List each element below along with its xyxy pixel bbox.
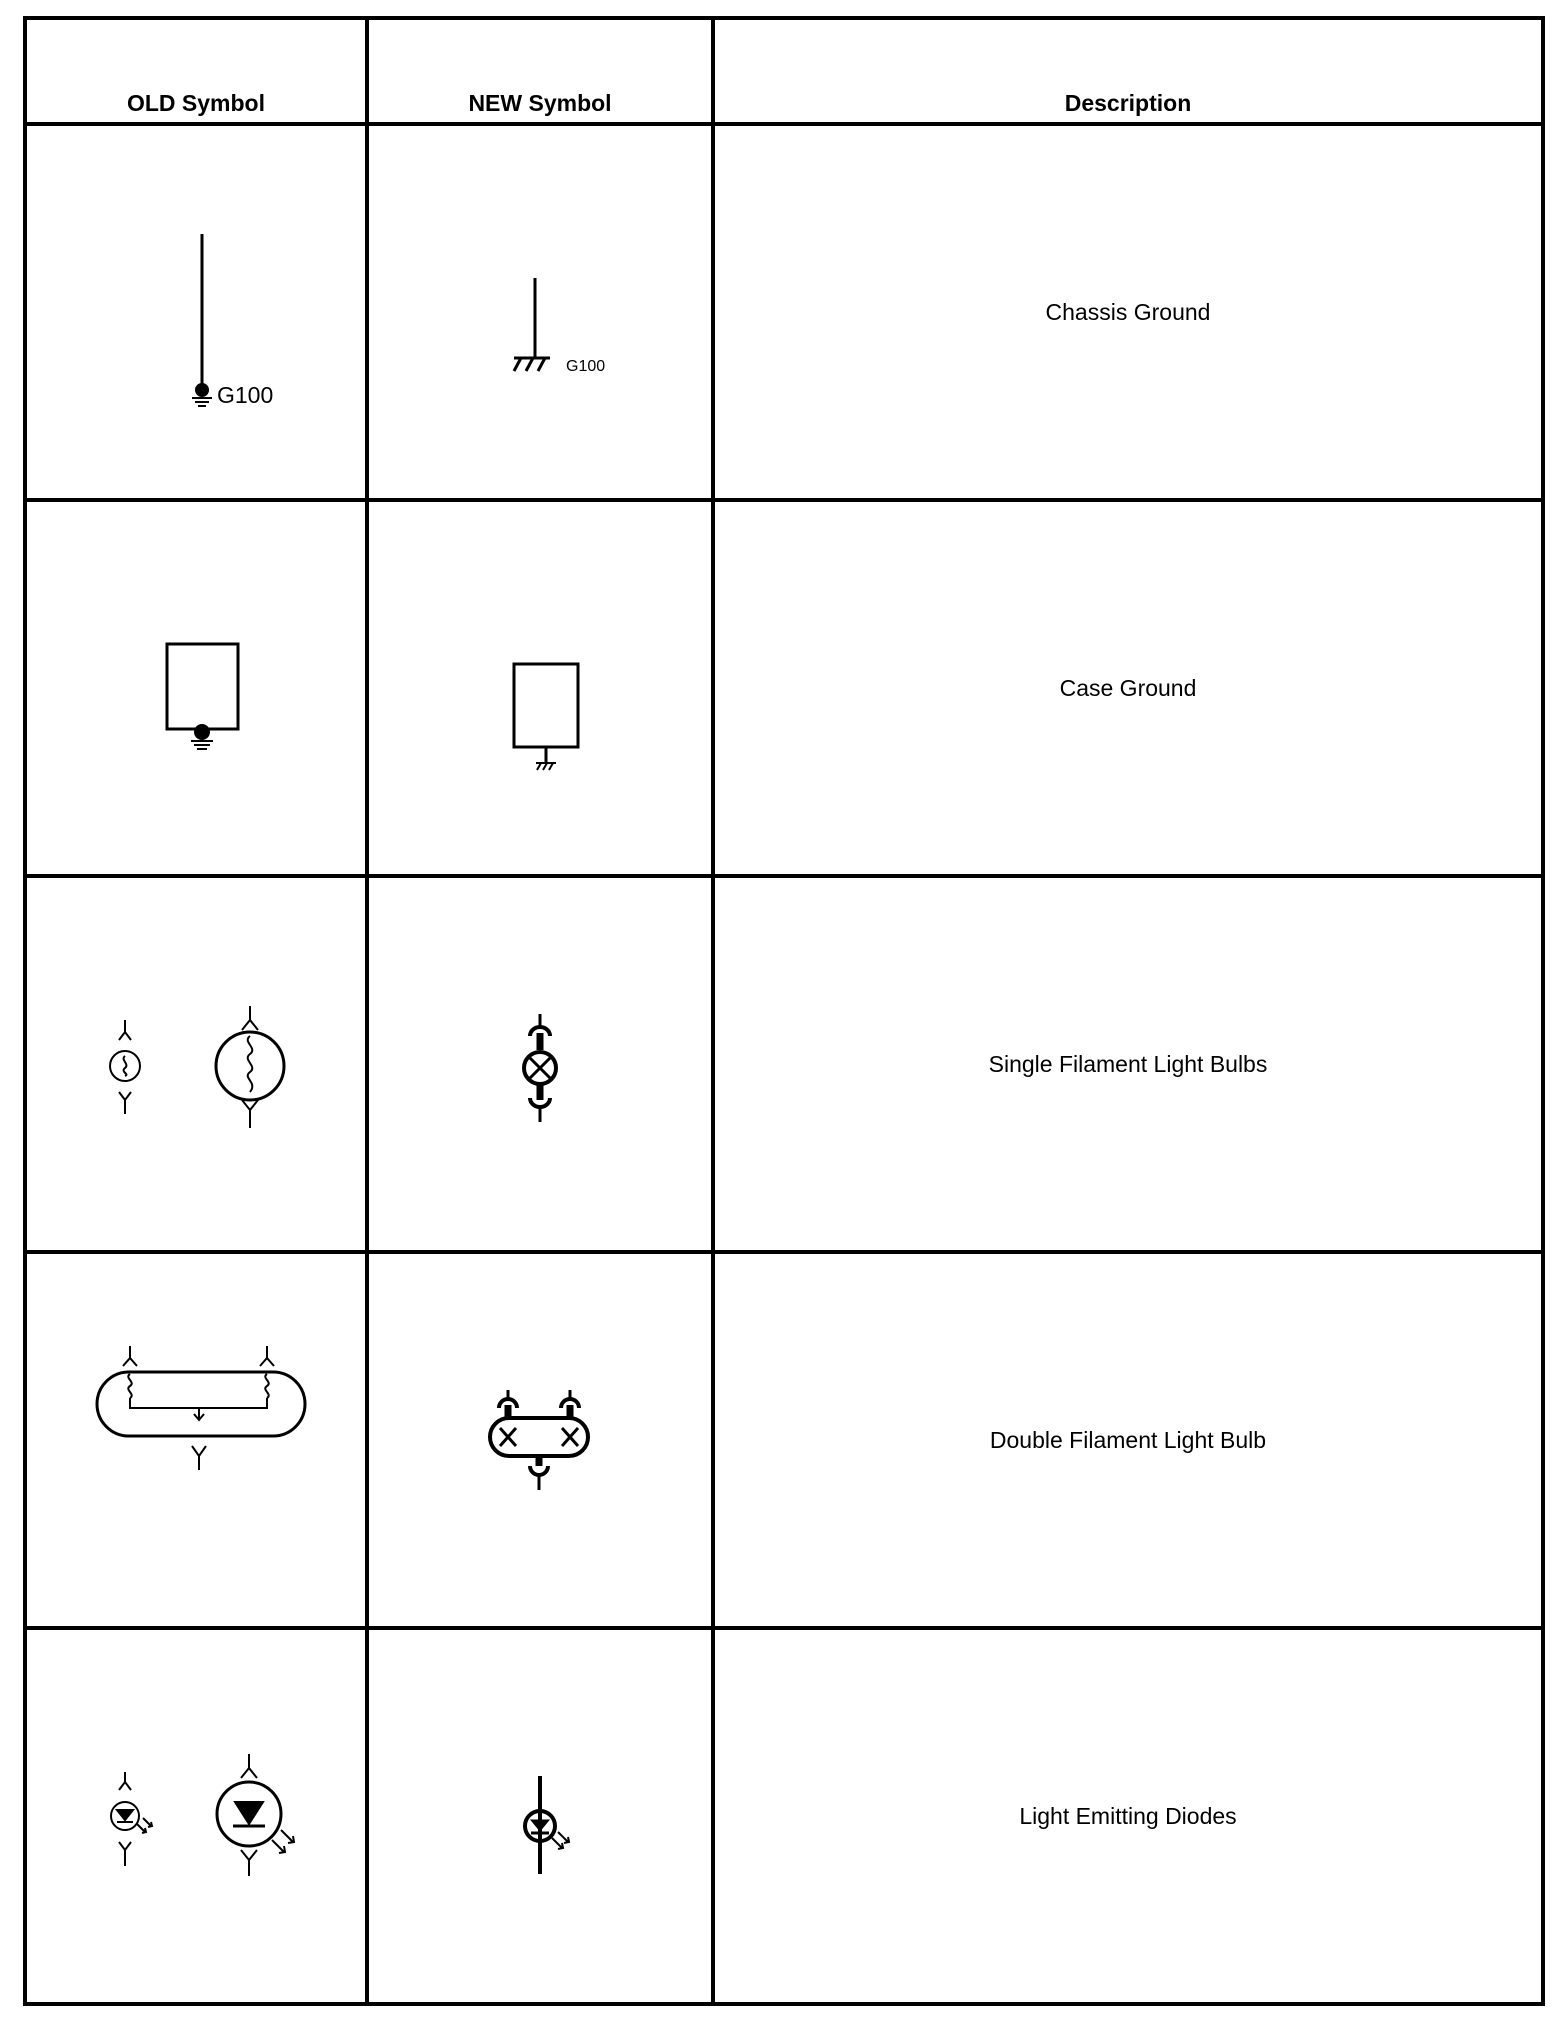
double-filament-bulb-old-icon [27, 1254, 369, 1626]
table-row-double-bulb-new [369, 1254, 715, 1630]
table-row-case-ground-old [23, 502, 369, 878]
table-row-chassis-ground-desc [715, 126, 1545, 502]
single-bulb-description: Single Filament Light Bulbs [988, 1050, 1268, 1077]
header-old-symbol [23, 16, 369, 126]
table-row-double-bulb-desc [715, 1254, 1545, 1630]
case-ground-old-icon [27, 502, 369, 874]
table-row-chassis-ground-new [369, 126, 715, 502]
chassis-ground-description: Chassis Ground [1045, 298, 1211, 325]
chassis-ground-new-label: G100 [566, 358, 606, 375]
header-new-symbol [369, 16, 715, 126]
table-row-led-desc [715, 1630, 1545, 2006]
chassis-ground-old-icon [27, 126, 369, 498]
header-description-label: Description [1064, 90, 1192, 116]
table-row-led-new [369, 1630, 715, 2006]
table-row-single-bulb-old [23, 878, 369, 1254]
led-old-icon [27, 1630, 369, 2002]
led-new-icon [369, 1630, 711, 2002]
table-row-double-bulb-old [23, 1254, 369, 1630]
table-row-single-bulb-new [369, 878, 715, 1254]
header-description [715, 16, 1545, 126]
header-old-label: OLD Symbol [126, 90, 265, 116]
single-filament-bulb-old-icon [27, 878, 369, 1250]
case-ground-new-icon [369, 502, 711, 874]
table-row-single-bulb-desc [715, 878, 1545, 1254]
double-filament-bulb-new-icon [369, 1254, 711, 1626]
symbol-table [23, 16, 1545, 2006]
table-row-case-ground-desc [715, 502, 1545, 878]
table-row-led-old [23, 1630, 369, 2006]
led-description: Light Emitting Diodes [1019, 1802, 1237, 1829]
chassis-ground-new-icon [369, 126, 711, 498]
single-filament-bulb-new-icon [369, 878, 711, 1250]
header-new-label: NEW Symbol [468, 90, 612, 116]
double-bulb-description: Double Filament Light Bulb [989, 1426, 1267, 1453]
table-row-chassis-ground-old [23, 126, 369, 502]
table-row-case-ground-new [369, 502, 715, 878]
case-ground-description: Case Ground [1059, 674, 1197, 701]
chassis-ground-old-label: G100 [217, 382, 274, 408]
